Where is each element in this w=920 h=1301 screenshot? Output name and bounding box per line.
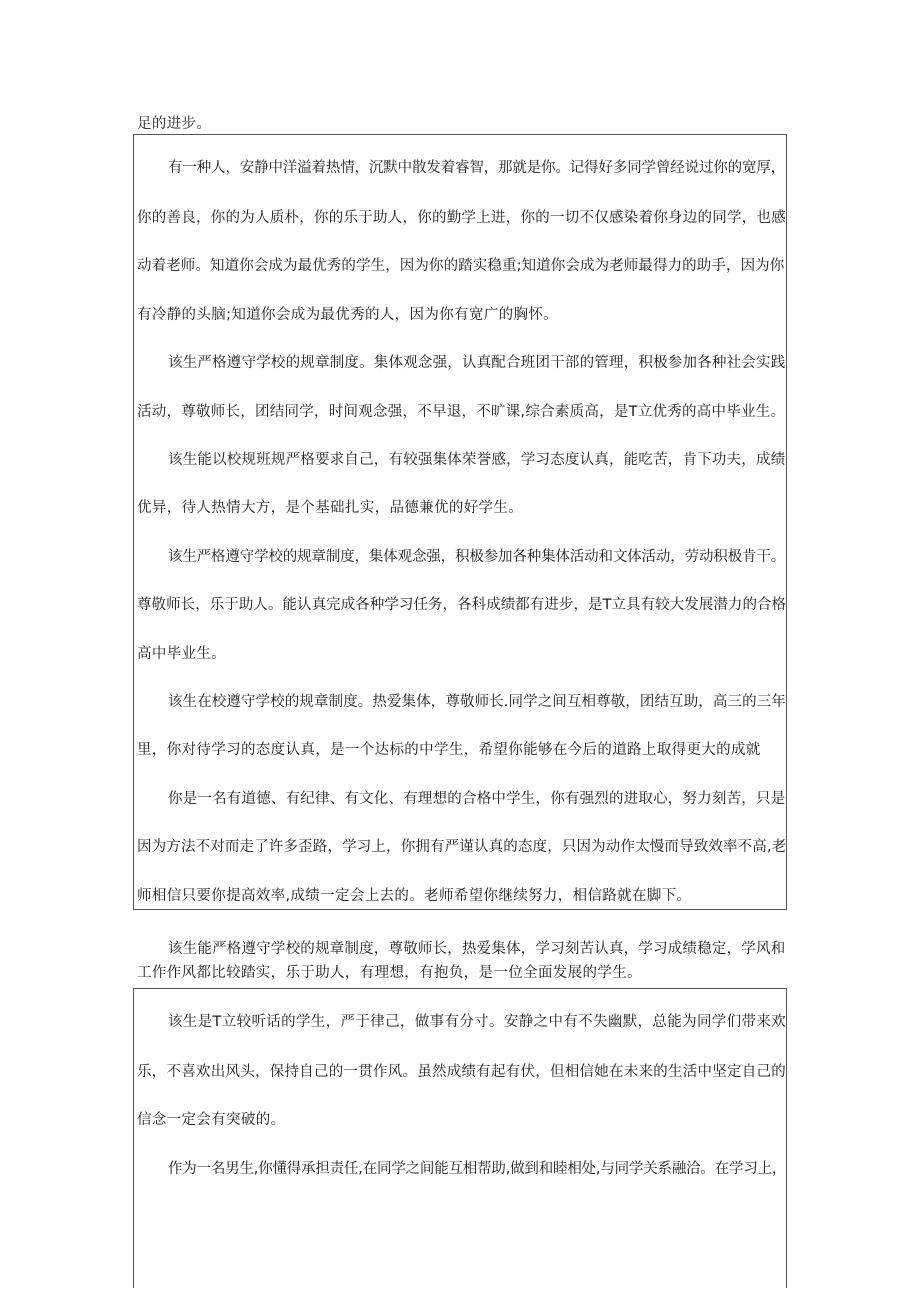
box2-line-3: 信念一定会有突破的。 bbox=[137, 1112, 286, 1128]
box1-line-14: 你是一名有道德、有纪律、有文化、有理想的合格中学生，你有强烈的进取心，努力刻苦，只是 bbox=[168, 791, 786, 807]
box1-line-3: 动着老师。知道你会成为最优秀的学生，因为你的踏实稳重;知道你会成为老师最得力的助手，因为你 bbox=[137, 258, 785, 274]
box1-line-6: 活动，尊敬师长，团结同学，时间观念强，不早退，不旷课,综合素质高，是T立优秀的高中毕业生。 bbox=[137, 404, 786, 420]
box1-line-5: 该生严格遵守学校的规章制度。集体观念强，认真配合班团干部的管理，积极参加各种社会实践 bbox=[168, 355, 786, 371]
box1-line-15: 因为方法不对而走了许多歪路，学习上，你拥有严谨认真的态度，只因为动作太慢而导致效率不高,老 bbox=[137, 839, 787, 855]
middle-line-2: 工作作风都比较踏实，乐于助人，有理想，有抱负，是一位全面发展的学生。 bbox=[137, 965, 642, 981]
box1-line-2: 你的善良，你的为人质朴，你的乐于助人，你的勤学上进，你的一切不仅感染着你身边的同学，也感 bbox=[137, 210, 786, 226]
comment-box-2 bbox=[133, 988, 787, 1288]
box1-line-16: 师相信只要你提高效率,成绩一定会上去的。老师希望你继续努力，相信路就在脚下。 bbox=[137, 888, 692, 904]
box1-line-8: 优异，待人热情大方，是个基础扎实，品德兼优的好学生。 bbox=[137, 500, 524, 516]
middle-line-1: 该生能严格遵守学校的规章制度，尊敬师长，热爱集体，学习刻苦认真，学习成绩稳定，学风和 bbox=[168, 941, 786, 957]
box1-line-12: 该生在校遵守学校的规章制度。热爱集体，尊敬师长.同学之间互相尊敬，团结互助，高三的三年 bbox=[168, 694, 786, 710]
box1-line-1: 有一种人，安静中洋溢着热情，沉默中散发着睿智，那就是你。记得好多同学曾经说过你的宽厚， bbox=[168, 160, 786, 176]
intro-text-line: 足的进步。 bbox=[137, 116, 212, 132]
box1-line-11: 高中毕业生。 bbox=[137, 646, 227, 662]
box1-line-13: 里，你对待学习的态度认真，是一个达标的中学生，希望你能够在今后的道路上取得更大的成就 bbox=[137, 742, 761, 758]
box1-line-9: 该生严格遵守学校的规章制度，集体观念强，积极参加各种集体活动和文体活动，劳动积极肯干。 bbox=[168, 549, 786, 565]
box2-line-2: 乐，不喜欢出风头，保持自己的一贯作风。虽然成绩有起有伏，但相信她在未来的生活中坚定自己的 bbox=[137, 1064, 786, 1080]
box2-line-4: 作为一名男生,你懂得承担责任,在同学之间能互相帮助,做到和睦相处,与同学关系融洽。在学习上， bbox=[168, 1161, 787, 1177]
box1-line-7: 该生能以校规班规严格要求自己，有较强集体荣誉感，学习态度认真，能吃苦，肯下功夫，成绩 bbox=[168, 452, 786, 468]
box1-line-10: 尊敬师长，乐于助人。能认真完成各种学习任务，各科成绩都有进步，是T立具有较大发展潜力的合格 bbox=[137, 597, 787, 613]
box1-line-4: 有冷静的头脑;知道你会成为最优秀的人，因为你有宽广的胸怀。 bbox=[137, 307, 559, 323]
box2-line-1: 该生是T立较听话的学生，严于律己，做事有分寸。安静之中有不失幽默，总能为同学们带来欢 bbox=[168, 1014, 787, 1030]
